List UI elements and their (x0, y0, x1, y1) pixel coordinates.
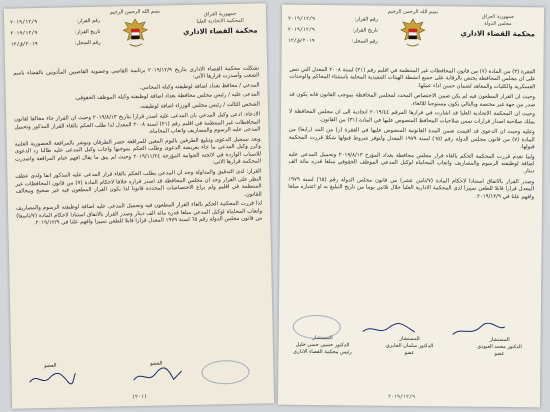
decision-body (13, 65, 262, 230)
paragraph: القرار: لدى التدقيق والمداولة وجد ان المدعي يطلب الحكم بالغاء قرار المدعى عليه المذكور انفا ولدى عطف النظر على القرار وجد ان مجلس المحافظة قد اصدر قراره خلافا لاحكام المادة (٧) من قانون المحافظات غير المنتظمة في اقليم ولم يراع الاختصاصات المحددة قانونا لذا يكون القرار المطعون فيه غير صحيح ومخالف للقانون. (15, 168, 262, 198)
meta-decision-date: تاريخ القرار: ٢٠١٩/١٢/٩ (287, 26, 378, 34)
court-name: محكمة القضاء الاداري (183, 26, 258, 37)
paragraph: الادعاء: ادعى وكيل المدعي بان المدعى عليه اصدر قرارا بتاريخ ٢٠١٩/٨/١٣ وحيث ان القرار جاء مخالفا لقانون المحافظات غير المنتظمة في اقليم رقم (٢١) لسنة ٢٠٠٨ المعدل لذا طلب الحكم بالغاء القرار المذكور وتحميل المدعى عليه الرسوم والمصاريف واتعاب المحاماة. (14, 111, 261, 135)
paragraph: وحيث ان المحكمة الاتحادية العليا قد اشارت في قرارها المرقم ٢٠١٩/٤٤ اتحادية الى ان مجلس المحافظة لا يملك صلاحية اصدار قرارات تمس صلاحيات المحافظ المنصوص عليها في المادة (٣١) من القانون. (288, 108, 535, 126)
page-header (4, 3, 267, 70)
council-label: مجلس الدولة (484, 20, 512, 28)
signature-member-left: العضو (44, 362, 57, 370)
page-header (281, 5, 544, 70)
meta-decision-no: رقم القرار: ٢٠١٩/١٢/٩ (287, 15, 378, 23)
page-number: (٢٠١) (131, 393, 148, 401)
court-heading (180, 10, 260, 36)
paragraph: وحيث ان القرار المطعون فيه لم يكن ضمن الاختصاص المحدد لمجلس المحافظة بموجب القانون فانه يكون قد صدر من جهة غير مختصة وبالتالي يكون مستوجبا للالغاء. (289, 92, 536, 109)
signature-judge-right: المستشار الدكتور محمد العبودي عضو (477, 336, 522, 357)
paragraph: تشكلت محكمة القضاء الاداري بتاريخ ٢٠١٩/١٢/٩ برئاسة القاضي وعضوية القاضيين المأذونين بالقضاء باسم الشعب وأصدرت قرارها الآتي: (13, 65, 260, 81)
paragraph: وصدر القرار بالاتفاق استنادا لاحكام المادة (٧/ثامن عشر) من قانون مجلس الدولة رقم (٦٥) لسنة ١٩٧٩ المعدل قرارا قابلا للطعن تمييزا لدى المحكمة الادارية العليا خلال ثلاثين يوما من تاريخ التبليغ به او اعتباره مبلغا وافهم علنا في ٢٠١٩/١٢/٩. (288, 176, 535, 201)
decision-page-1 (4, 3, 274, 408)
paragraph: وعليه وحيث ان الدعوى قد اقيمت ضمن المدة القانونية المنصوص عليها في الفقرة (ز) من البند (رابعا) من المادة (٧) من قانون مجلس الدولة رقم (٦٥) لسنة ١٩٧٩ المعدل ولتوفر شروط قبولها شكلا قررت المحكمة قبولها. (288, 126, 535, 151)
council-label: المحكمة الاتحادية العليا (196, 17, 244, 25)
basmala: بسم الله الرحمن الرحيم (109, 8, 161, 16)
court-stamp (293, 315, 341, 340)
court-heading (458, 13, 538, 38)
case-meta (10, 16, 101, 51)
iraq-eagle-emblem-icon (121, 16, 150, 51)
paragraph: ولما تقدم قررت المحكمة الحكم بالغاء قرار مجلس محافظة بغداد المؤرخ ٢٠١٩/٨/١٣ وتحميل المدعى عليه اضافة لوظيفته الرسوم والمصاريف واتعاب المحاماة لوكيل المدعي الموظف الحقوقي مبلغا قدره مائة الف دينار. (288, 151, 535, 175)
signature-member-center: العضو (150, 360, 163, 367)
handwritten-signature-icon (359, 321, 419, 338)
meta-decision-no: رقم القرار: ٢٠١٩/١٢/٩ (10, 17, 101, 26)
paragraph: لذا قررت المحكمة الحكم بالغاء القرار المطعون فيه وتحميل المدعى عليه اضافة لوظيفته الرسوم والمصاريف واتعاب المحاماة لوكيل المدعي مبلغا قدره مائة الف دينار وصدر القرار بالاتفاق استنادا لاحكام المادة (٧/تاسعا) من قانون مجلس الدولة رقم ٦٥ لسنة ١٩٧٩ المعدل قرارا قابلا للطعن تمييزا وافهم علنا في ٢٠١٩/١٢/٩. (15, 200, 263, 227)
iraq-eagle-emblem-icon (399, 16, 427, 50)
basmala: بسم الله الرحمن الرحيم (387, 8, 439, 16)
paragraph: المدعى عليه / رئيس مجلس محافظة بغداد اضافة لوظيفته وكيله الموظف الحقوقي. (74, 91, 260, 102)
court-name: محكمة القضاء الاداري (460, 29, 536, 39)
decision-page-2 (278, 5, 544, 408)
ministry-label: جمهورية العراق (481, 13, 515, 21)
page-number: ٢٠١٩/١٢/٩ (387, 393, 416, 401)
meta-register-no: رقم السجل: ٢٠١٩/ق/١٢ (287, 37, 378, 45)
meta-decision-date: تاريخ القرار: ٢٠١٩/١٢/٩ (10, 28, 101, 37)
handwritten-signature-icon (449, 322, 509, 339)
paragraph: الشخص الثالث / رئيس مجلس الوزراء اضافة لوظيفته. (139, 101, 260, 110)
paragraph: المدعي / محافظ بغداد اضافة لوظيفته وكيله المحامي. (139, 82, 260, 91)
meta-register-no: رقم السجل: ٢٠١٩/ق/١٢ (10, 39, 101, 48)
paragraph: وبعد تسجيل الدعوى وتبليغ الطرفين باليوم المعين للمرافعة حضر الطرفان وبوشر بالمرافعة الحضورية العلنية وكرر وكيل المدعي ما جاء بعريضة الدعوى وطلب الحكم بموجبها واجاب وكيل المدعى عليه طالبا رد الدعوى للاسباب الواردة في لائحته الجوابية المؤرخة ٢٠١٩/١١/٢٤ وحيث لم يبق ما يقال افهم ختام المرافعة واصدرت المحكمة قرارها الاتي: (14, 136, 262, 166)
paragraph: الفقرة (٣) من المادة (٧) من قانون المحافظات غير المنتظمة في اقليم رقم (٢١) لسنة ٢٠٠٨ المعدل التي تنص على ان مجلس المحافظة يختص بالرقابة على جميع انشطة الهيئات التنفيذية المحلية باستثناء المحاكم والوحدات العسكرية والكليات والمعاهد لضمان حسن اداء عملها. (289, 66, 536, 91)
decision-body (288, 67, 535, 204)
case-meta (288, 14, 378, 48)
signature-judge-center: المستشار الدكتور سلمان الجابري عضو (385, 335, 434, 357)
handwritten-signature-icon (129, 365, 185, 386)
ministry-label: جمهورية العراق (203, 10, 237, 18)
handwritten-signature-icon (27, 369, 77, 388)
court-stamp (201, 360, 249, 385)
signature-court-president: المستشار الدكتور حسين حسن خليل رئيس محكمة القضاء الاداري (293, 334, 352, 356)
